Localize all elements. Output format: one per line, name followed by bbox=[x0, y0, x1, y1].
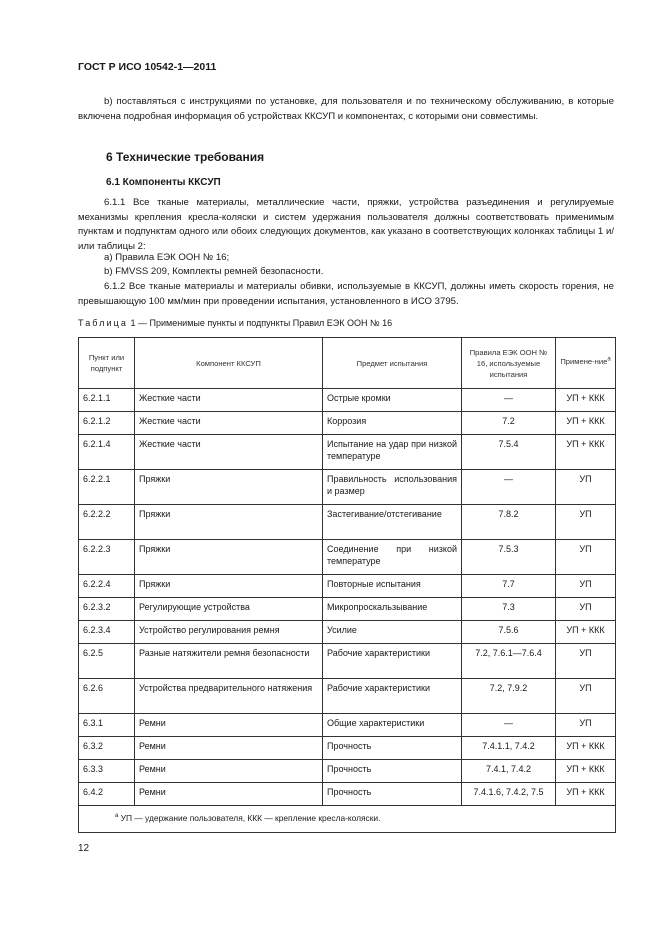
cell-application: УП bbox=[556, 540, 616, 575]
cell-application: УП bbox=[556, 470, 616, 505]
cell-application: УП + ККК bbox=[556, 783, 616, 806]
cell-component: Регулирующие устройства bbox=[135, 598, 323, 621]
cell-component: Ремни bbox=[135, 760, 323, 783]
cell-rule: 7.3 bbox=[462, 598, 556, 621]
cell-clause: 6.2.5 bbox=[79, 644, 135, 679]
cell-subject: Микропроскальзывание bbox=[323, 598, 462, 621]
cell-component: Жесткие части bbox=[135, 412, 323, 435]
cell-component: Разные натяжители ремня безопасности bbox=[135, 644, 323, 679]
table-caption-text: 1 — Применимые пункты и подпункты Правил ЕЭК ООН № 16 bbox=[128, 318, 393, 328]
cell-subject: Прочность bbox=[323, 783, 462, 806]
cell-clause: 6.2.2.3 bbox=[79, 540, 135, 575]
cell-rule: — bbox=[462, 389, 556, 412]
cell-subject: Общие характеристики bbox=[323, 714, 462, 737]
cell-rule: 7.2, 7.9.2 bbox=[462, 679, 556, 714]
table-caption bbox=[78, 318, 392, 328]
cell-component: Ремни bbox=[135, 737, 323, 760]
cell-subject: Испытание на удар при низкой температуре bbox=[323, 435, 462, 470]
cell-application: УП bbox=[556, 598, 616, 621]
cell-rule: — bbox=[462, 470, 556, 505]
cell-rule: 7.5.3 bbox=[462, 540, 556, 575]
table-header-row bbox=[79, 338, 616, 389]
cell-application: УП bbox=[556, 679, 616, 714]
table-row bbox=[79, 644, 616, 679]
table-footnote-row bbox=[79, 806, 616, 833]
cell-clause: 6.2.2.1 bbox=[79, 470, 135, 505]
cell-rule: 7.4.1, 7.4.2 bbox=[462, 760, 556, 783]
footnote-mark: a bbox=[115, 813, 119, 820]
table-row bbox=[79, 505, 616, 540]
cell-rule: — bbox=[462, 714, 556, 737]
header-application-text: Примене-ние bbox=[560, 357, 608, 366]
cell-application: УП + ККК bbox=[556, 621, 616, 644]
cell-clause: 6.2.1.1 bbox=[79, 389, 135, 412]
cell-clause: 6.2.3.4 bbox=[79, 621, 135, 644]
cell-rule: 7.8.2 bbox=[462, 505, 556, 540]
cell-clause: 6.2.6 bbox=[79, 679, 135, 714]
page-number: 12 bbox=[78, 843, 90, 854]
cell-subject: Рабочие характеристики bbox=[323, 679, 462, 714]
header-application-footnote-mark: a bbox=[607, 356, 611, 363]
header-rules: Правила ЕЭК ООН № 16, используемые испытания bbox=[462, 338, 556, 389]
table-row bbox=[79, 470, 616, 505]
section-6-1-title: 6.1 Компоненты ККСУП bbox=[106, 177, 221, 188]
cell-component: Ремни bbox=[135, 714, 323, 737]
cell-subject: Рабочие характеристики bbox=[323, 644, 462, 679]
cell-rule: 7.5.4 bbox=[462, 435, 556, 470]
cell-application: УП bbox=[556, 505, 616, 540]
table-row bbox=[79, 435, 616, 470]
cell-clause: 6.3.1 bbox=[79, 714, 135, 737]
cell-subject: Соединение при низкой температуре bbox=[323, 540, 462, 575]
table-row bbox=[79, 679, 616, 714]
list-item-a: а) Правила ЕЭК ООН № 16; bbox=[104, 252, 230, 263]
cell-component: Ремни bbox=[135, 783, 323, 806]
cell-component: Пряжки bbox=[135, 470, 323, 505]
section-6-title: 6 Технические требования bbox=[106, 150, 265, 164]
cell-application: УП bbox=[556, 714, 616, 737]
cell-application: УП bbox=[556, 575, 616, 598]
table-row bbox=[79, 575, 616, 598]
cell-application: УП + ККК bbox=[556, 389, 616, 412]
cell-application: УП + ККК bbox=[556, 435, 616, 470]
cell-rule: 7.5.6 bbox=[462, 621, 556, 644]
cell-subject: Коррозия bbox=[323, 412, 462, 435]
cell-clause: 6.2.2.2 bbox=[79, 505, 135, 540]
table-row bbox=[79, 760, 616, 783]
footnote-text: УП — удержание пользователя, ККК — крепление кресла-коляски. bbox=[118, 813, 381, 823]
cell-rule: 7.4.1.6, 7.4.2, 7.5 bbox=[462, 783, 556, 806]
table-row bbox=[79, 621, 616, 644]
table-row bbox=[79, 714, 616, 737]
table-row bbox=[79, 737, 616, 760]
cell-subject: Застегивание/отстегивание bbox=[323, 505, 462, 540]
cell-rule: 7.2 bbox=[462, 412, 556, 435]
cell-clause: 6.2.1.4 bbox=[79, 435, 135, 470]
cell-subject: Правильность использования и размер bbox=[323, 470, 462, 505]
header-subject: Предмет испытания bbox=[323, 338, 462, 389]
cell-subject: Прочность bbox=[323, 760, 462, 783]
cell-application: УП + ККК bbox=[556, 737, 616, 760]
intro-item-b: b) поставляться с инструкциями по установке, для пользователя и по техническому обслуживанию, в которые включена подробная информация об устройствах ККСУП и компонентах, с которыми они совместимы. bbox=[78, 96, 614, 122]
cell-clause: 6.4.2 bbox=[79, 783, 135, 806]
cell-component: Жесткие части bbox=[135, 435, 323, 470]
table-caption-prefix: Таблица bbox=[78, 318, 128, 328]
cell-rule: 7.2, 7.6.1—7.6.4 bbox=[462, 644, 556, 679]
cell-component: Пряжки bbox=[135, 540, 323, 575]
cell-component: Устройство регулирования ремня bbox=[135, 621, 323, 644]
cell-clause: 6.3.2 bbox=[79, 737, 135, 760]
cell-component: Пряжки bbox=[135, 505, 323, 540]
cell-clause: 6.2.2.4 bbox=[79, 575, 135, 598]
paragraph-6-1-1: 6.1.1 Все тканые материалы, металлические части, пряжки, устройства разъединения и регулируемые механизмы крепления кресла-коляски и систем удержания пользователя должны соответствовать применимым пунктам и подпунктам одного или обоих следующих документов, как указано в соответствующих колонках таблицы 1 и/или таблицы 2: bbox=[78, 197, 614, 252]
table-row bbox=[79, 598, 616, 621]
list-item-b: b) FMVSS 209, Комплекты ремней безопасности. bbox=[104, 266, 324, 277]
table-footnote bbox=[79, 806, 616, 833]
cell-application: УП + ККК bbox=[556, 412, 616, 435]
cell-subject: Острые кромки bbox=[323, 389, 462, 412]
cell-subject: Прочность bbox=[323, 737, 462, 760]
cell-subject: Усилие bbox=[323, 621, 462, 644]
cell-rule: 7.7 bbox=[462, 575, 556, 598]
header-clause: Пункт или подпункт bbox=[79, 338, 135, 389]
cell-component: Устройства предварительного натяжения bbox=[135, 679, 323, 714]
table-row bbox=[79, 412, 616, 435]
cell-rule: 7.4.1.1, 7.4.2 bbox=[462, 737, 556, 760]
table-row bbox=[79, 540, 616, 575]
table-row bbox=[79, 389, 616, 412]
cell-subject: Повторные испытания bbox=[323, 575, 462, 598]
header-component: Компонент ККСУП bbox=[135, 338, 323, 389]
header-application bbox=[556, 338, 616, 389]
table-row bbox=[79, 783, 616, 806]
cell-clause: 6.2.1.2 bbox=[79, 412, 135, 435]
paragraph-6-1-2: 6.1.2 Все тканые материалы и материалы обивки, используемые в ККСУП, должны иметь скорость горения, не превышающую 100 мм/мин при проведении испытания, установленного в ИСО 3795. bbox=[78, 281, 614, 307]
cell-application: УП bbox=[556, 644, 616, 679]
applicable-clauses-table bbox=[78, 337, 616, 833]
cell-component: Жесткие части bbox=[135, 389, 323, 412]
cell-component: Пряжки bbox=[135, 575, 323, 598]
document-id-header: ГОСТ Р ИСО 10542-1—2011 bbox=[78, 61, 217, 73]
cell-application: УП + ККК bbox=[556, 760, 616, 783]
cell-clause: 6.2.3.2 bbox=[79, 598, 135, 621]
cell-clause: 6.3.3 bbox=[79, 760, 135, 783]
